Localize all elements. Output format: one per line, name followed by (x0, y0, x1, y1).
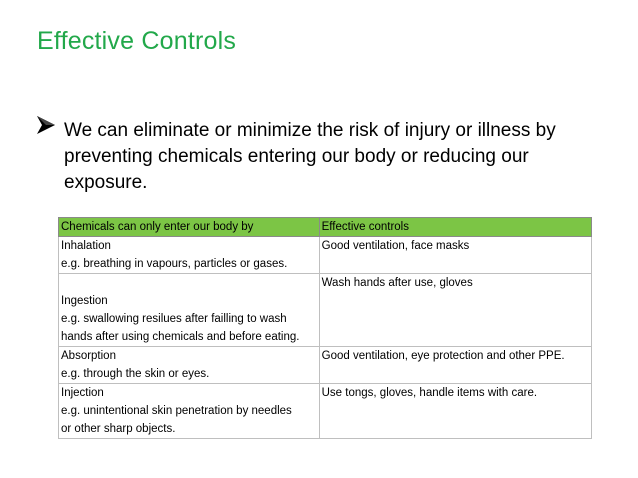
route-name: Injection (61, 387, 104, 399)
route-spacer (61, 274, 317, 292)
route-cell (59, 384, 320, 439)
control-cell: Good ventilation, face masks (319, 237, 591, 274)
table-row (59, 274, 592, 347)
route-name: Absorption (61, 350, 116, 362)
control-cell: Use tongs, gloves, handle items with care. (319, 384, 591, 439)
route-example-cont: or other sharp objects. (61, 423, 176, 435)
page-title: Effective Controls (37, 27, 237, 55)
route-cell (59, 347, 320, 384)
control-cell: Wash hands after use, gloves (319, 274, 591, 347)
route-example: e.g. through the skin or eyes. (61, 368, 210, 380)
controls-table (58, 217, 592, 439)
table-header-row (59, 218, 592, 237)
arrow-bullet-icon (35, 115, 57, 135)
table-row (59, 237, 592, 274)
header-controls: Effective controls (319, 218, 591, 237)
route-example: e.g. swallowing resilues after failling to wash (61, 313, 287, 325)
route-name: Ingestion (61, 295, 108, 307)
route-example-cont: hands after using chemicals and before eating. (61, 331, 300, 343)
table-row (59, 384, 592, 439)
bullet-text: We can eliminate or minimize the risk of injury or illness by preventing chemicals entering our body or reducing our exposure. (64, 120, 556, 193)
route-cell (59, 237, 320, 274)
route-example: e.g. breathing in vapours, particles or gases. (61, 258, 288, 270)
table-row (59, 347, 592, 384)
route-example: e.g. unintentional skin penetration by needles (61, 405, 292, 417)
control-cell: Good ventilation, eye protection and other PPE. (319, 347, 591, 384)
header-route: Chemicals can only enter our body by (59, 218, 320, 237)
route-cell (59, 274, 320, 347)
route-name: Inhalation (61, 240, 111, 252)
